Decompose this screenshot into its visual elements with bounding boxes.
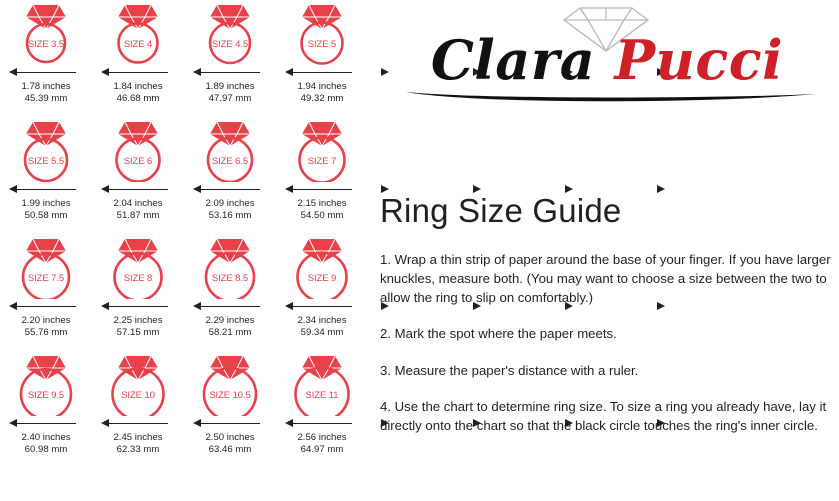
ring-measurements: [205, 315, 254, 339]
brand-underline: [404, 90, 818, 104]
ring-measurements: [113, 198, 162, 222]
page-title: Ring Size Guide: [380, 192, 622, 229]
ring-inches: 2.56 inches: [297, 432, 347, 443]
ring-diagram: [103, 120, 173, 182]
ring-mm: 64.97 mm: [300, 443, 344, 455]
ring-measurements: [297, 198, 346, 222]
brand-logo: [382, 2, 832, 112]
ring-diagram: [103, 237, 173, 299]
ring-mm: 49.32 mm: [300, 92, 344, 104]
ring-mm: 46.68 mm: [116, 92, 160, 104]
ring-size-label: SIZE 4: [123, 39, 153, 50]
ring-mm: 55.76 mm: [24, 326, 68, 338]
ring-inches: 2.34 inches: [297, 315, 347, 326]
ring-inches: 2.15 inches: [297, 198, 347, 209]
ring-size-label: SIZE 8.5: [211, 273, 249, 284]
ring-size-cell: [92, 0, 184, 117]
ring-size-label: SIZE 8: [123, 273, 153, 284]
ring-size-cell: [0, 234, 92, 351]
ring-mm: 62.33 mm: [116, 443, 160, 455]
ring-size-label: SIZE 6.5: [211, 156, 249, 167]
measure-arrow-icon: [193, 66, 267, 78]
ring-size-cell: [92, 351, 184, 468]
ring-size-label: SIZE 6: [123, 156, 153, 167]
ring-measurements: [21, 198, 70, 222]
chart-row: [0, 234, 368, 351]
measure-arrow-icon: [193, 300, 267, 312]
ring-mm: 50.58 mm: [24, 209, 68, 221]
ring-size-cell: [184, 117, 276, 234]
ring-mm: 45.39 mm: [24, 92, 68, 104]
instruction-step: 1. Wrap a thin strip of paper around the base of your finger. If you have larger knuckles, measure both. (You may want to choose a size between the two to allow the ring to slip on comfortably.): [380, 252, 831, 306]
ring-diagram: [287, 120, 357, 182]
brand-wordmark: [382, 28, 832, 92]
measure-arrow-icon: [101, 183, 175, 195]
ring-size-cell: [276, 351, 368, 468]
measure-arrow-icon: [9, 417, 83, 429]
measure-arrow-icon: [285, 66, 359, 78]
ring-size-cell: [0, 0, 92, 117]
measure-arrow-icon: [9, 300, 83, 312]
ring-inches: 1.84 inches: [113, 81, 163, 92]
ring-mm: 60.98 mm: [24, 443, 68, 455]
ring-diagram: [103, 3, 173, 65]
measure-arrow-icon: [285, 300, 359, 312]
measure-arrow-icon: [101, 66, 175, 78]
measure-arrow-icon: [193, 183, 267, 195]
measure-arrow-icon: [9, 66, 83, 78]
ring-inches: 2.29 inches: [205, 315, 255, 326]
ring-size-label: SIZE 10.5: [209, 390, 251, 401]
ring-diagram: [287, 237, 357, 299]
ring-inches: 2.09 inches: [205, 198, 255, 209]
ring-size-label: SIZE 9.5: [27, 390, 65, 401]
instruction-step: 4. Use the chart to determine ring size. To size a ring you already have, lay it directly onto the chart so that the black circle touches the ring's inner circle.: [380, 398, 827, 433]
ring-measurements: [205, 81, 254, 105]
measure-arrow-icon: [285, 183, 359, 195]
ring-inches: 2.50 inches: [205, 432, 255, 443]
chart-row: [0, 0, 368, 117]
ring-measurements: [297, 432, 346, 456]
ring-measurements: [21, 315, 70, 339]
measure-arrow-icon: [9, 183, 83, 195]
ring-size-chart: [0, 0, 368, 501]
ring-measurements: [113, 81, 162, 105]
ring-diagram: [287, 3, 357, 65]
ring-size-cell: [0, 351, 92, 468]
ring-inches: 2.04 inches: [113, 198, 163, 209]
measure-arrow-icon: [101, 417, 175, 429]
ring-diagram: [11, 237, 81, 299]
guide-panel: [372, 0, 839, 501]
ring-size-cell: [92, 234, 184, 351]
ring-size-label: SIZE 9: [307, 273, 337, 284]
ring-size-label: SIZE 7.5: [27, 273, 65, 284]
ring-inches: 1.99 inches: [21, 198, 71, 209]
ring-size-cell: [92, 117, 184, 234]
ring-size-label: SIZE 3.5: [27, 39, 65, 50]
instructions-list: [380, 250, 832, 452]
chart-row: [0, 117, 368, 234]
ring-inches: 1.78 inches: [21, 81, 71, 92]
ring-size-cell: [184, 234, 276, 351]
ring-size-cell: [184, 0, 276, 117]
chart-row: [0, 351, 368, 468]
ring-inches: 2.20 inches: [21, 315, 71, 326]
ring-inches: 2.45 inches: [113, 432, 163, 443]
ring-mm: 53.16 mm: [208, 209, 252, 221]
ring-measurements: [21, 81, 70, 105]
instruction-step: 2. Mark the spot where the paper meets.: [380, 326, 617, 342]
ring-measurements: [205, 198, 254, 222]
ring-diagram: [11, 3, 81, 65]
ring-diagram: [287, 354, 357, 416]
ring-inches: 2.40 inches: [21, 432, 71, 443]
ring-diagram: [195, 3, 265, 65]
measure-arrow-icon: [193, 417, 267, 429]
ring-mm: 63.46 mm: [208, 443, 252, 455]
ring-measurements: [297, 81, 346, 105]
ring-diagram: [103, 354, 173, 416]
ring-size-label: SIZE 4.5: [211, 39, 249, 50]
ring-size-label: SIZE 5: [307, 39, 337, 50]
ring-measurements: [21, 432, 70, 456]
measure-arrow-icon: [101, 300, 175, 312]
ring-mm: 58.21 mm: [208, 326, 252, 338]
ring-measurements: [113, 432, 162, 456]
ring-size-cell: [0, 117, 92, 234]
ring-mm: 57.15 mm: [116, 326, 160, 338]
ring-diagram: [11, 120, 81, 182]
brand-name-pucci: Pucci: [614, 28, 784, 92]
ring-size-cell: [276, 234, 368, 351]
ring-measurements: [113, 315, 162, 339]
ring-diagram: [195, 354, 265, 416]
ring-mm: 47.97 mm: [208, 92, 252, 104]
measure-arrow-icon: [285, 417, 359, 429]
ring-diagram: [11, 354, 81, 416]
ring-inches: 1.94 inches: [297, 81, 347, 92]
brand-name-clara: Clara: [430, 28, 596, 92]
ring-diagram: [195, 120, 265, 182]
ring-size-label: SIZE 10: [121, 390, 155, 401]
ring-inches: 1.89 inches: [205, 81, 255, 92]
ring-mm: 59.34 mm: [300, 326, 344, 338]
ring-diagram: [195, 237, 265, 299]
ring-size-label: SIZE 5.5: [27, 156, 65, 167]
ring-mm: 54.50 mm: [300, 209, 344, 221]
ring-measurements: [205, 432, 254, 456]
ring-size-label: SIZE 11: [305, 390, 339, 401]
ring-size-cell: [184, 351, 276, 468]
ring-inches: 2.25 inches: [113, 315, 163, 326]
ring-size-cell: [276, 0, 368, 117]
ring-size-cell: [276, 117, 368, 234]
ring-size-label: SIZE 7: [307, 156, 337, 167]
ring-mm: 51.87 mm: [116, 209, 160, 221]
instruction-step: 3. Measure the paper's distance with a ruler.: [380, 362, 639, 378]
ring-measurements: [297, 315, 346, 339]
